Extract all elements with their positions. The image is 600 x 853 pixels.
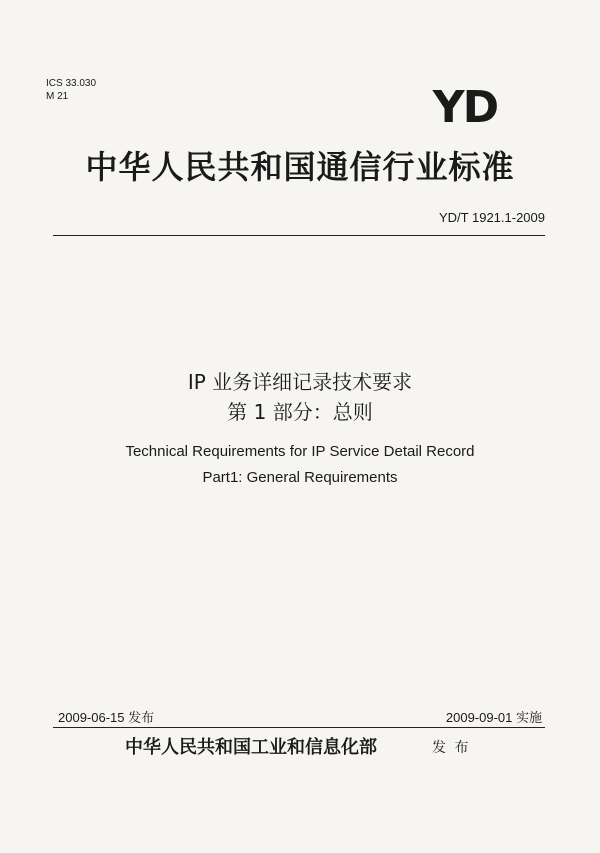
publisher-name: 中华人民共和国工业和信息化部 bbox=[125, 737, 377, 758]
yd-logo bbox=[430, 84, 500, 126]
title-cn-line2: 第 1 部分：总则 bbox=[227, 400, 373, 424]
yd-logo-text: YD bbox=[432, 84, 498, 126]
classification-codes bbox=[46, 77, 96, 103]
footer-divider bbox=[53, 727, 545, 728]
publish-label: 发 布 bbox=[432, 740, 471, 756]
header-divider bbox=[53, 235, 545, 236]
standard-number: YD/T 1921.1-2009 bbox=[439, 210, 545, 225]
ics-code: ICS 33.030 bbox=[46, 78, 97, 89]
standard-type-heading: 中华人民共和国通信行业标准 bbox=[85, 148, 515, 186]
implementation-date: 2009-09-01 实施 bbox=[445, 710, 542, 725]
title-cn-line1: IP 业务详细记录技术要求 bbox=[187, 370, 413, 394]
issue-date: 2009-06-15 发布 bbox=[58, 710, 155, 725]
title-en-line2: Part1: General Requirements bbox=[202, 469, 398, 486]
title-en-line1: Technical Requirements for IP Service Detail Record bbox=[125, 443, 475, 460]
ccs-code: M 21 bbox=[46, 91, 69, 102]
